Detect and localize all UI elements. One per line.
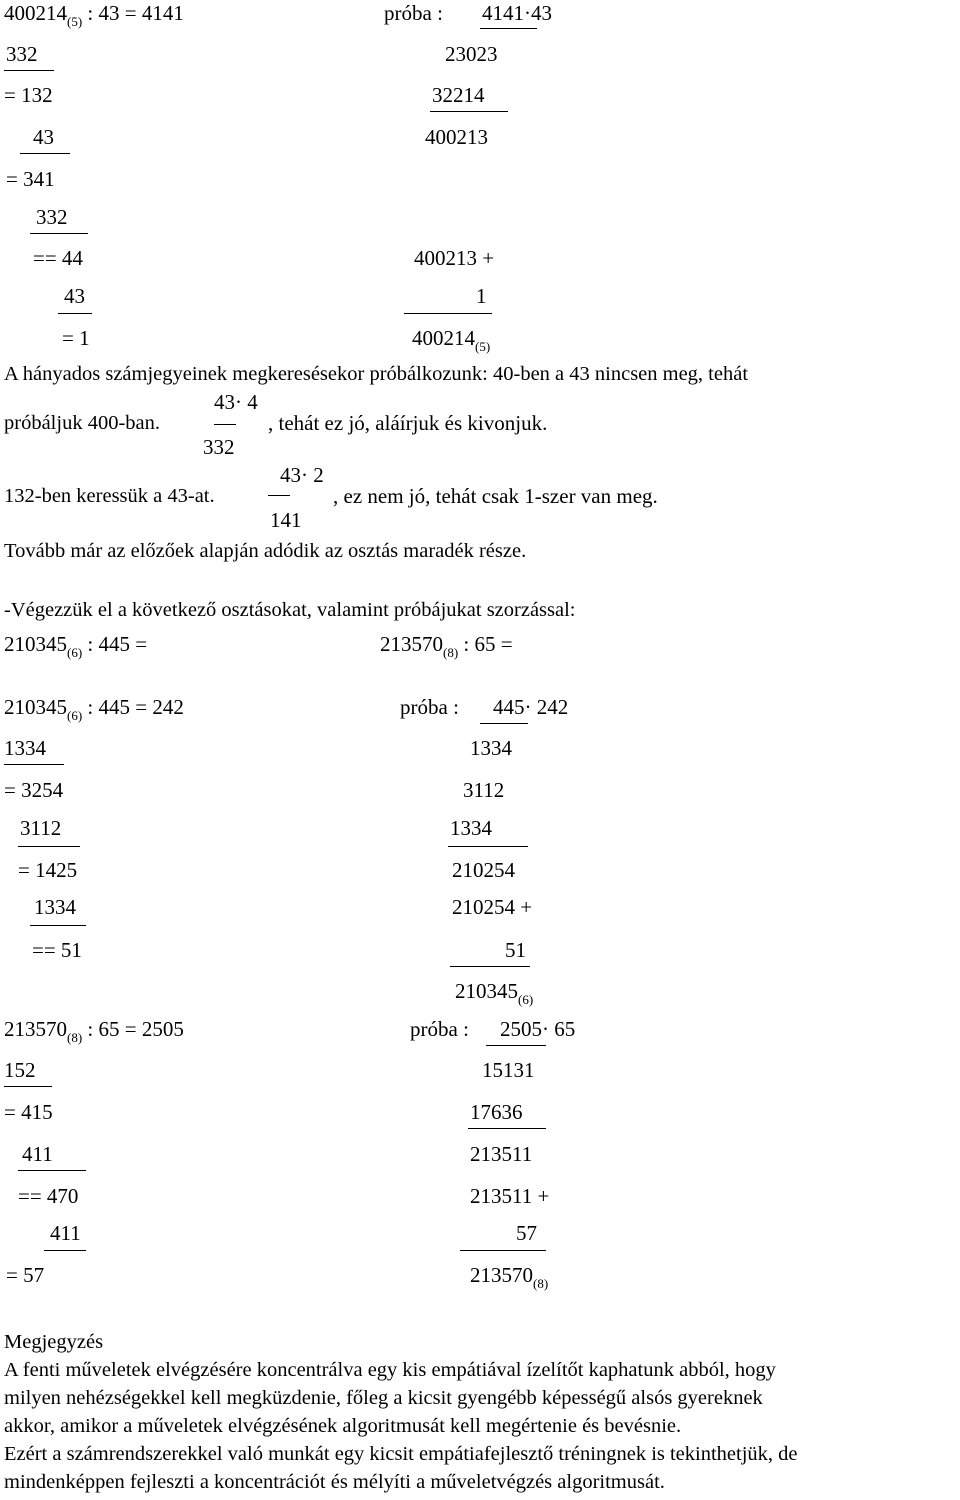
underline [480, 723, 528, 724]
sum: 213511 [470, 1142, 533, 1166]
step: 411 [22, 1142, 53, 1166]
fraction-top: 43· 4 [214, 390, 258, 414]
proba-label: próba : [400, 695, 459, 719]
dividend: $210345_{(6)}$ : 445 = 242 [4, 695, 184, 723]
step: = 3254 [4, 778, 64, 802]
note-line: Ezért a számrendszerekkel való munkát egy kicsit empátiafejlesztő tréningnek is tekinthetjük, de [4, 1443, 798, 1465]
proba-label: próba : [410, 1017, 469, 1041]
step: == 470 [18, 1184, 79, 1208]
partial-product: 17636 [470, 1100, 523, 1124]
paragraph: 132-ben keressük a 43-at. [4, 485, 215, 507]
underline [18, 1170, 86, 1171]
sum: 210254 [452, 858, 515, 882]
step: 332 [36, 205, 68, 229]
underline [30, 925, 86, 926]
dividend: $400214_{(5)}$ : 43 = 4141 [4, 1, 184, 29]
note-line: milyen nehézségekkel kell megküzdenie, főleg a kicsit gyengébb képességű alsós gyereknek [4, 1387, 763, 1409]
remainder: 57 [516, 1221, 537, 1245]
step: 43 [64, 284, 85, 308]
step: = 1425 [18, 858, 78, 882]
note-line: akkor, amikor a műveletek elvégzésének algoritmusát kell megértenie és bevésnie. [4, 1415, 682, 1437]
partial-product: 3112 [463, 778, 505, 802]
sum: 400213 [425, 125, 488, 149]
underline [20, 153, 70, 154]
underline [44, 1250, 86, 1251]
step: 152 [4, 1058, 36, 1082]
fraction-bar [268, 495, 290, 496]
task: $213570_{(8)}$ : 65 = [380, 632, 513, 660]
underline [460, 1250, 546, 1251]
underline [58, 313, 92, 314]
step: 1334 [4, 736, 46, 760]
correction: 400213 + [414, 246, 495, 270]
step: = 341 [6, 167, 55, 191]
proba-label: próba : [384, 1, 443, 25]
note-line: mindenképpen fejleszti a koncentrációt és mélyíti a műveletvégzés algoritmusát. [4, 1471, 665, 1493]
step: 3112 [20, 816, 62, 840]
partial-product: 15131 [482, 1058, 535, 1082]
partial-product: 23023 [445, 42, 498, 66]
partial-product: 1334 [450, 816, 492, 840]
step: = 415 [4, 1100, 53, 1124]
proba-expression: 4141·43 [482, 1, 552, 25]
step: = 1 [62, 326, 90, 350]
step: 43 [33, 125, 54, 149]
note-title: Megjegyzés [4, 1331, 104, 1353]
step: = 57 [6, 1263, 45, 1287]
result: $400214_{(5)}$ [412, 326, 491, 354]
step: 411 [50, 1221, 81, 1245]
correction: 213511 + [470, 1184, 550, 1208]
underline [430, 111, 508, 112]
paragraph: próbáljuk 400-ban. [4, 412, 160, 434]
note-line: A fenti műveletek elvégzésére koncentrálva egy kis empátiával ízelítőt kaphatunk abból, hogy [4, 1359, 776, 1381]
underline [4, 1086, 52, 1087]
underline [30, 233, 88, 234]
partial-product: 32214 [432, 83, 485, 107]
step: == 51 [32, 938, 82, 962]
paragraph: Tovább már az előzőek alapján adódik az osztás maradék része. [4, 540, 527, 562]
fraction-bottom: 332 [203, 435, 235, 459]
remainder: 1 [476, 284, 487, 308]
result: $210345_{(6)}$ [455, 979, 534, 1007]
result: $213570_{(8)}$ [470, 1263, 549, 1291]
proba-expression: 2505· 65 [500, 1017, 576, 1041]
correction: 210254 + [452, 895, 533, 919]
partial-product: 1334 [470, 736, 512, 760]
paragraph: -Végezzük el a következő osztásokat, valamint próbájukat szorzással: [4, 599, 576, 621]
underline [486, 1045, 546, 1046]
paragraph: A hányados számjegyeinek megkeresésekor próbálkozunk: 40-ben a 43 nincsen meg, tehát [4, 363, 749, 385]
underline [4, 764, 64, 765]
underline [4, 70, 54, 71]
dividend: $213570_{(8)}$ : 65 = 2505 [4, 1017, 184, 1045]
underline [450, 966, 530, 967]
underline [468, 1128, 546, 1129]
step: = 132 [4, 83, 53, 107]
underline [404, 313, 492, 314]
remainder: 51 [505, 938, 526, 962]
task: $210345_{(6)}$ : 445 = [4, 632, 148, 660]
underline [448, 846, 528, 847]
underline [18, 846, 80, 847]
step: 332 [6, 42, 38, 66]
step: 1334 [34, 895, 76, 919]
step: == 44 [33, 246, 83, 270]
paragraph: , ez nem jó, tehát csak 1-szer van meg. [333, 484, 658, 508]
underline [480, 28, 537, 29]
fraction-top: 43· 2 [280, 463, 324, 487]
paragraph: , tehát ez jó, aláírjuk és kivonjuk. [268, 411, 548, 435]
proba-expression: 445· 242 [493, 695, 569, 719]
fraction-bottom: 141 [270, 508, 302, 532]
fraction-bar [214, 424, 236, 425]
